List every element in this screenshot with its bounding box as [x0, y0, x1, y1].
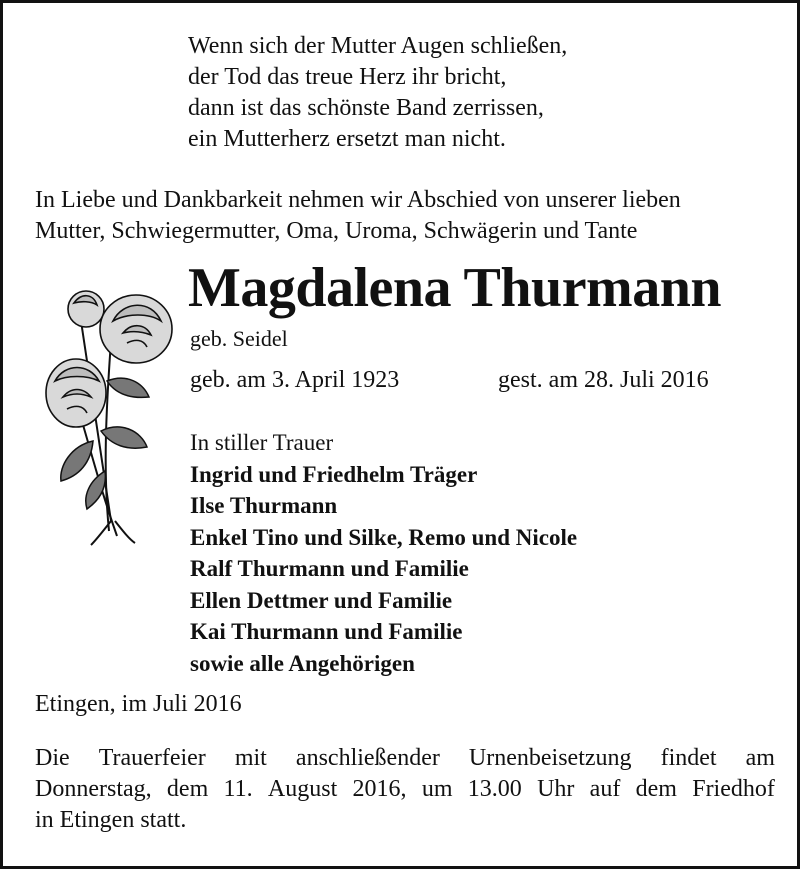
- mourner-name: Ellen Dettmer und Familie: [190, 587, 453, 613]
- death-date: gest. am 28. Juli 2016: [498, 367, 709, 393]
- funeral-word: auf: [589, 776, 621, 802]
- poem-line: Wenn sich der Mutter Augen schließen,: [188, 33, 568, 59]
- life-dates: [190, 365, 709, 395]
- funeral-word: findet: [660, 745, 717, 771]
- mourners-list: [190, 427, 577, 679]
- funeral-announcement: [35, 743, 775, 836]
- deceased-name: Magdalena Thurmann: [188, 257, 721, 319]
- funeral-word: 13.00: [467, 776, 522, 802]
- mourner-name: Ralf Thurmann und Familie: [190, 556, 469, 581]
- funeral-word: Trauerfeier: [98, 745, 206, 771]
- memorial-poem: [188, 31, 567, 155]
- mourner-name: Ingrid und Friedhelm Träger: [190, 461, 478, 487]
- funeral-line-2: [35, 774, 775, 805]
- mourners-heading: In stiller Trauer: [190, 430, 334, 455]
- funeral-word: Friedhof: [692, 776, 775, 802]
- mourner-name: Ilse Thurmann: [190, 493, 338, 518]
- funeral-word: anschließender: [295, 745, 440, 771]
- birth-date: geb. am 3. April 1923: [190, 367, 400, 393]
- poem-line: dann ist das schönste Band zerrissen,: [188, 95, 544, 121]
- funeral-word: um: [421, 776, 453, 802]
- funeral-word: Donnerstag,: [35, 776, 152, 802]
- funeral-word: mit: [234, 745, 267, 771]
- mourner-name: sowie alle Angehörigen: [190, 650, 415, 676]
- maiden-name: geb. Seidel: [190, 326, 288, 351]
- place-and-date: Etingen, im Juli 2016: [35, 691, 242, 717]
- mourner-name: Enkel Tino und Silke, Remo und Nicole: [190, 524, 578, 550]
- roses-icon: [31, 281, 181, 551]
- funeral-word: 2016,: [352, 776, 407, 802]
- funeral-word: 11.: [223, 776, 253, 802]
- intro-line: In Liebe und Dankbarkeit nehmen wir Abschied von unserer lieben: [35, 187, 681, 213]
- funeral-word: am: [745, 745, 775, 771]
- poem-line: ein Mutterherz ersetzt man nicht.: [188, 126, 506, 152]
- farewell-intro: [35, 185, 775, 247]
- funeral-word: Urnenbeisetzung: [468, 745, 632, 771]
- funeral-line-3: in Etingen statt.: [35, 807, 187, 833]
- intro-line: Mutter, Schwiegermutter, Oma, Uroma, Schwägerin und Tante: [35, 218, 638, 244]
- funeral-word: August: [267, 776, 338, 802]
- funeral-word: Die: [35, 745, 70, 771]
- funeral-word: Uhr: [537, 776, 575, 802]
- funeral-word: dem: [166, 776, 209, 802]
- poem-line: der Tod das treue Herz ihr bricht,: [188, 64, 507, 90]
- funeral-line-1: [35, 743, 775, 774]
- funeral-word: dem: [635, 776, 677, 802]
- mourner-name: Kai Thurmann und Familie: [190, 619, 463, 644]
